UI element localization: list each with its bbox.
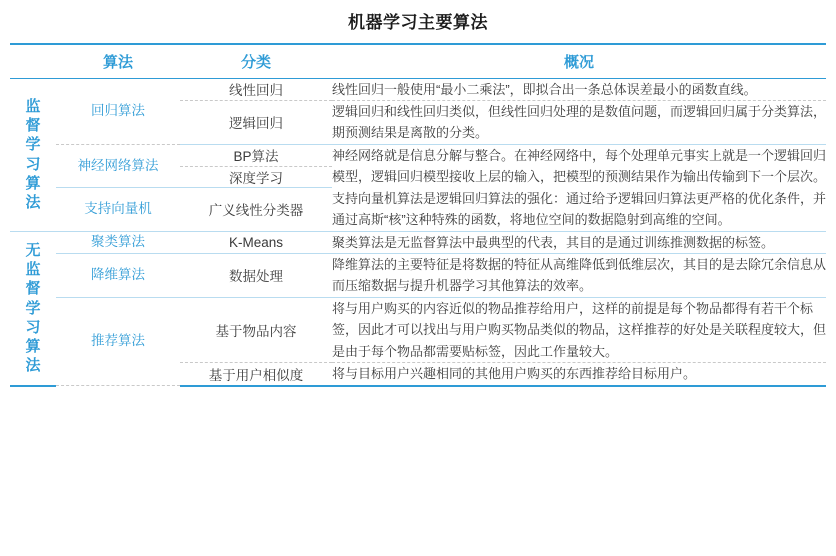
page-title: 机器学习主要算法 [348,13,488,32]
overview-dimensionality: 降维算法的主要特征是将数据的特征从高维降低到低维层次，其目的是去除冗余信息从而压缩数据与提升机器学习其他算法的效率。 [332,254,826,298]
algorithm-label-recommendation: 推荐算法 [56,297,180,385]
category-data-processing: 数据处理 [180,254,332,298]
category-kmeans: K-Means [180,231,332,253]
table-header-row [10,44,826,78]
category-linear-regression: 线性回归 [180,78,332,100]
header-category: 分类 [180,44,332,78]
category-logistic-regression: 逻辑回归 [180,100,332,144]
algorithm-label-regression: 回归算法 [56,78,180,144]
table-row [10,78,826,100]
category-glm-classifier: 广义线性分类器 [180,188,332,231]
category-bp: BP算法 [180,144,332,166]
overview-clustering: 聚类算法是无监督算法中最典型的代表，其目的是通过训练推测数据的标签。 [332,231,826,253]
table-row [10,144,826,166]
header-group [10,44,56,78]
table-row [10,188,826,231]
algorithm-label-neural-network: 神经网络算法 [56,144,180,187]
overview-item-based: 将与用户购买的内容近似的物品推荐给用户，这样的前提是每个物品都得有若干个标签，因此才可以找出与用户购买物品类似的物品，这样推荐的好处是关联程度较大，但是由于每个物品都需要贴标签，因此工作量较大。 [332,297,826,362]
category-deep-learning: 深度学习 [180,166,332,188]
category-item-based: 基于物品内容 [180,297,332,362]
algorithm-label-clustering: 聚类算法 [56,231,180,253]
algorithms-table [10,43,826,387]
algorithm-label-dimensionality: 降维算法 [56,254,180,298]
algorithm-label-svm: 支持向量机 [56,188,180,231]
overview-svm: 支持向量机算法是逻辑回归算法的强化：通过给予逻辑回归算法更严格的优化条件，并通过高斯“核”这种特殊的函数，将地位空间的数据隐射到高维的空间。 [332,188,826,231]
overview-linear-regression: 线性回归一般使用“最小二乘法”，即拟合出一条总体误差最小的函数直线。 [332,78,826,100]
group-label-unsupervised: 无监督学习算法 [10,231,56,386]
category-user-based: 基于用户相似度 [180,363,332,386]
overview-user-based: 将与目标用户兴趣相同的其他用户购买的东西推荐给目标用户。 [332,363,826,386]
overview-neural-network: 神经网络就是信息分解与整合。在神经网络中，每个处理单元事实上就是一个逻辑回归模型，逻辑回归模型接收上层的输入，把模型的预测结果作为输出传输到下一个层次。 [332,147,827,185]
table-row [10,231,826,253]
overview-logistic-regression: 逻辑回归和线性回归类似，但线性回归处理的是数值问题，而逻辑回归属于分类算法，期预测结果是离散的分类。 [332,100,826,144]
table-row [10,254,826,298]
group-label-supervised: 监督学习算法 [10,78,56,231]
header-algorithm: 算法 [56,44,180,78]
header-overview: 概况 [332,44,826,78]
table-row [10,297,826,362]
